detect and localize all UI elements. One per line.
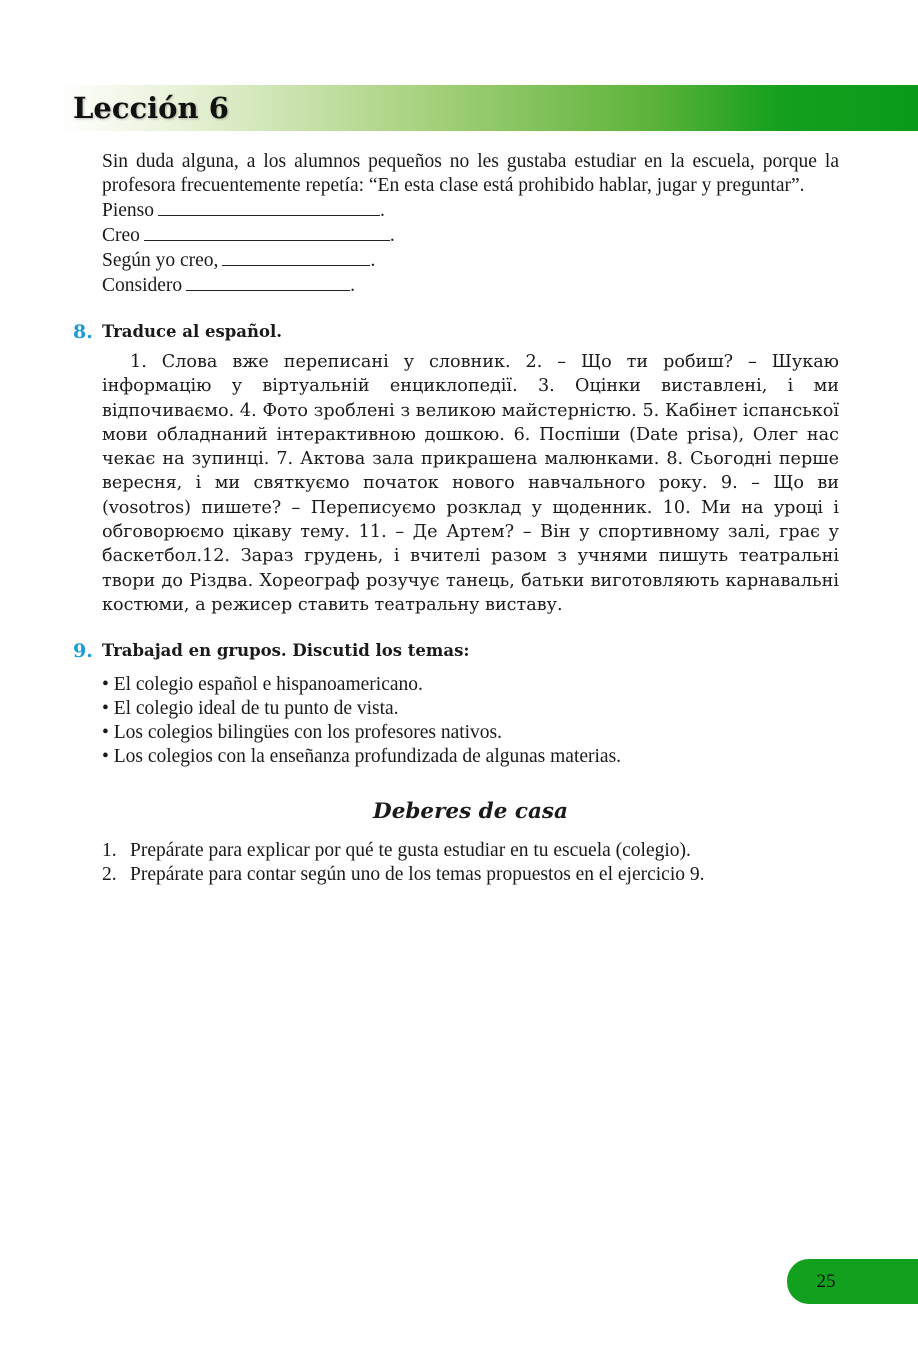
list-item (102, 673, 839, 697)
opinion-suffix: . (370, 250, 376, 271)
list-item (102, 863, 839, 887)
translation-text: 1. Слова вже переписані у словник. 2. – Що ти робиш? – Шукаю інформацію у віртуальній енциклопедії. 3. Оцінки виставлені, і ми відпочиваємо. 4. Фото зроблені з великою майстерністю. 5. Кабінет іспанської мови обладнаний інтерактивною дошкою. 6. Поспіши (Date prisa), Олег нас чекає на зупинці. 7. Актова зала прикрашена малюнками. 8. Сьогодні перше вересня, і ми святкуємо початок нового навчального року. 9. – Що ви (vosotros) пишете? – Переписуємо розклад у щоденник. 10. Ми на уроці і обговорюємо цікаву тему. 11. – Де Артем? – Він у спортивному залі, грає у баскетбол.12. Зараз грудень, і вчителі разом з учнями пишуть театральні твори до Різдва. Хореограф розучує танець, батьки виготовляють карнавальні костюми, а режисер ставить театральну виставу. (102, 352, 839, 615)
list-item (102, 839, 839, 863)
opinion-prefix: Según yo creo, (102, 250, 219, 271)
page-number-tab (787, 1259, 918, 1304)
list-item (102, 721, 839, 745)
opinion-suffix: . (380, 200, 385, 221)
list-item (102, 745, 839, 769)
exercise-8-heading (73, 320, 839, 344)
page-number: 25 (816, 1271, 836, 1292)
item-number: 1. (102, 840, 117, 862)
bullet-icon: • (102, 722, 109, 744)
page-content (73, 150, 839, 887)
bullet-icon: • (102, 698, 109, 720)
homework-title: Deberes de casa (373, 799, 568, 825)
opinion-prefix: Creo (102, 225, 140, 246)
item-number: 2. (102, 864, 117, 886)
opinion-list (102, 198, 839, 298)
exercise-instruction: Trabajad en grupos. Discutid los temas: (102, 641, 470, 661)
opinion-suffix: . (389, 225, 395, 246)
intro-paragraph: Sin duda alguna, a los alumnos pequeños no les gustaba estudiar en la escuela, porque la profesora frecuentemente repetía: “En esta clase está prohibido hablar, jugar y preguntar”. (102, 151, 839, 196)
lesson-title: Lección 6 (73, 91, 229, 125)
bullet-icon: • (102, 674, 109, 696)
topic-text: Los colegios bilingües con los profesores nativos. (113, 722, 503, 744)
answer-blank (186, 273, 350, 291)
homework-text: Prepárate para explicar por qué te gusta estudiar en tu escuela (colegio). (130, 840, 691, 862)
homework-list (102, 839, 839, 887)
bullet-icon: • (102, 746, 109, 768)
opinion-line (102, 273, 839, 298)
topic-list (102, 673, 839, 769)
topic-text: Los colegios con la enseñanza profundizada de algunas materias. (113, 746, 622, 768)
exercise-instruction: Traduce al español. (102, 322, 283, 341)
topic-text: El colegio español e hispanoamericano. (113, 674, 423, 696)
opinion-prefix: Considero (102, 275, 183, 296)
opinion-suffix: . (350, 275, 356, 296)
opinion-line (102, 248, 839, 273)
homework-text: Prepárate para contar según uno de los temas propuestos en el ejercicio 9. (130, 864, 705, 886)
opinion-line (102, 198, 839, 223)
answer-blank (144, 223, 390, 241)
exercise-number: 8. (73, 321, 93, 343)
list-item (102, 697, 839, 721)
answer-blank (158, 198, 380, 216)
opinion-line (102, 223, 839, 248)
topic-text: El colegio ideal de tu punto de vista. (113, 698, 399, 720)
opinion-prefix: Pienso (102, 200, 155, 221)
answer-blank (222, 248, 370, 266)
exercise-9-heading (73, 639, 839, 663)
exercise-number: 9. (73, 640, 93, 663)
